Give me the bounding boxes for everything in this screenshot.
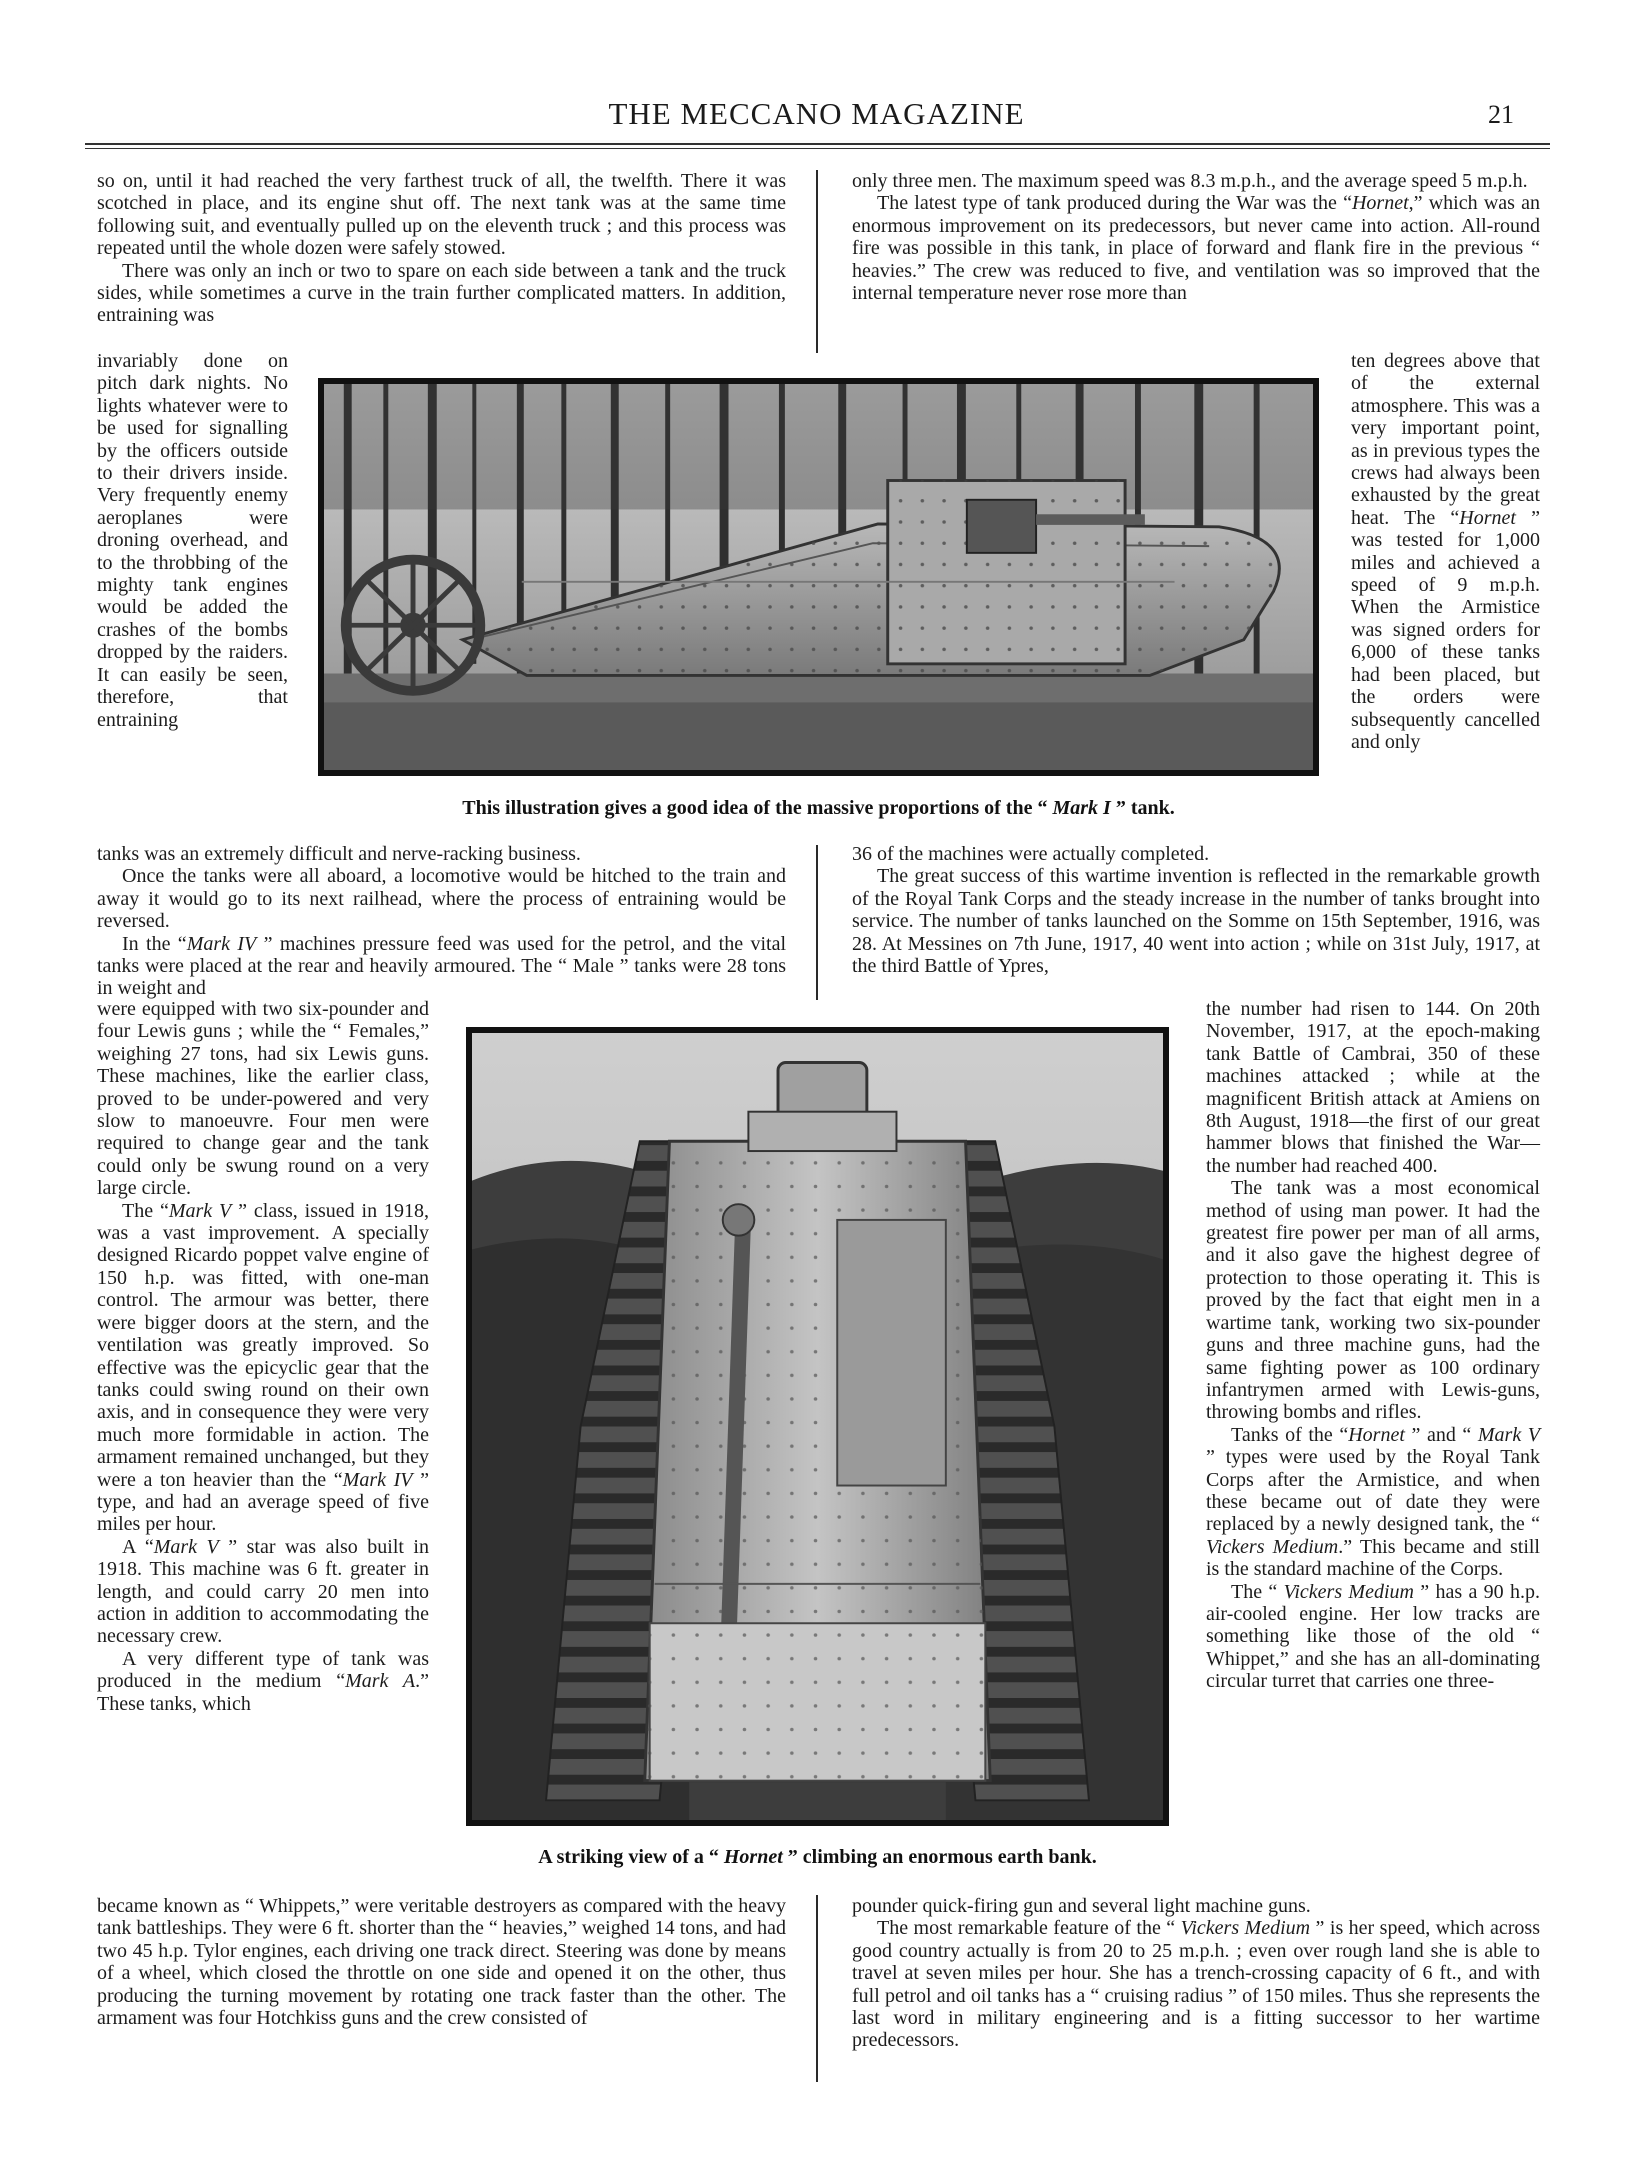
right-column-bottom-text [852,1895,1540,2085]
paragraph: The “Mark V ” class, issued in 1918, was a vast improvement. A specially designed Ricardo poppet valve engine of 150 h.p. was fitted, with one-man control. The armour was better, there were bigger doors at the stern, and the ventilation was greatly improved. So effective was the epicyclic gear that the tanks could swing round on their own axis, and in consequence they were very much more formidable in action. The armament remained unchanged, but they were a ton heavier than the “Mark IV ” type, and had an average speed of five miles per hour. [97,1199,429,1536]
paragraph: The most remarkable feature of the “ Vickers Medium ” is her speed, which across good country actually is from 20 to 25 m.p.h. ; even over rough land she is able to travel at seven miles per hour. She has a trench-crossing capacity of 6 ft., and with full petrol and oil tanks has a “ cruising radius ” of 150 miles. Thus she represents the last word in military engineering and is a fitting successor to her wartime predecessors. [852,1917,1540,2052]
right-column-mid-text [852,843,1540,998]
paragraph: invariably done on pitch dark nights. No lights whatever were to be used for signalling by the officers outside to their drivers inside. Very frequently enemy aeroplanes were droning overhead, and to the throbbing of the mighty tank engines would be added the crashes of the bombs dropped by the raiders. It can easily be seen, therefore, that entraining [97,350,288,731]
right-column-narrow-text [1351,350,1540,845]
left-column-bottom-text [97,1895,786,2085]
header-rule [85,143,1550,145]
page-number: 21 [1488,100,1514,129]
left-column-narrow-text [97,350,288,845]
figure-caption-mark-i: This illustration gives a good idea of the massive proportions of the “ Mark I ” tank. [462,797,1175,819]
right-column-lower-text [1206,998,1540,1898]
paragraph: pounder quick-firing gun and several light machine guns. [852,1895,1311,1917]
paragraph: only three men. The maximum speed was 8.3 m.p.h., and the average speed 5 m.p.h. [852,170,1528,192]
column-rule-middle [816,845,818,1000]
paragraph: Once the tanks were all aboard, a locomotive would be hitched to the train and away it would go to its next railhead, where the process of entraining would be reversed. [97,865,786,933]
right-column-top-text [852,170,1540,352]
paragraph: The latest type of tank produced during the War was the “Hornet,” which was an enormous improvement on its predecessors, but never came into action. All-round fire was possible in this tank, in place of forward and flank fire in the previous “ heavies.” The crew was reduced to five, and ventilation was so improved that the internal temperature never rose more than [852,192,1540,305]
figure-caption-hornet: A striking view of a “ Hornet ” climbing an enormous earth bank. [538,1846,1097,1868]
hornet-tank-illustration [472,1033,1163,1820]
left-column-top-text [97,170,786,352]
hornet-tank-photo [466,1027,1169,1826]
paragraph: A “Mark V ” star was also built in 1918. This machine was 6 ft. greater in length, and could carry 20 men into action in addition to accommodating the necessary crew. [97,1535,429,1648]
paragraph: The “ Vickers Medium ” has a 90 h.p. air-cooled engine. Her low tracks are something like those of the old “ Whippet,” and she has an all-dominating circular turret that carries one three- [1206,1580,1540,1693]
paragraph: The tank was a most economical method of using man power. It had the greatest fire power per man of all arms, and it also gave the highest degree of protection to those operating it. This is proved by the fact that eight men in a wartime tank, working two six-pounder guns and three machine guns, had the same fighting power as 100 ordinary infantrymen armed with Lewis-guns, throwing bombs and rifles. [1206,1177,1540,1424]
paragraph: Tanks of the “Hornet ” and “ Mark V ” types were used by the Royal Tank Corps after the Armistice, and when these became out of date they were replaced by a newly designed tank, the “ Vickers Medium.” This became and still is the standard machine of the Corps. [1206,1423,1540,1581]
mark-i-tank-illustration [324,384,1313,770]
header-rule-thin [85,148,1550,149]
magazine-title: THE MECCANO MAGAZINE [608,96,1025,131]
column-rule-bottom [816,1895,818,2082]
paragraph: There was only an inch or two to spare on each side between a tank and the truck sides, while sometimes a curve in the train further complicated matters. In addition, entraining was [97,259,786,327]
paragraph: the number had risen to 144. On 20th November, 1917, at the epoch-making tank Battle of Cambrai, 350 of these machines attacked ; while at the magnificent British attack at Amiens on 8th August, 1918—the first of our great hammer blows that finished the War—the number had reached 400. [1206,998,1540,1177]
paragraph: so on, until it had reached the very farthest truck of all, the twelfth. There it was scotched in place, and its engine shut off. The next tank was at the same time following suit, and eventually pulled up on the eleventh truck ; and this process was repeated until the whole dozen were safely stowed. [97,170,786,260]
paragraph: The great success of this wartime invention is reflected in the remarkable growth of the Royal Tank Corps and the steady increase in the number of tanks brought into service. The number of tanks launched on the Somme on 15th September, 1916, was 28. At Messines on 7th June, 1917, 40 went into action ; while on 31st July, 1917, at the third Battle of Ypres, [852,865,1540,978]
paragraph: A very different type of tank was produced in the medium “Mark A.” These tanks, which [97,1647,429,1715]
paragraph: became known as “ Whippets,” were veritable destroyers as compared with the heavy tank battleships. They were 6 ft. shorter than the “ heavies,” weighed 14 tons, and had two 45 h.p. Tylor engines, each driving one track direct. Steering was done by means of a wheel, which closed the throttle on one side and opened it on the other, thus producing the turning movement by rotating one track faster than the other. The armament was four Hotchkiss guns and the crew consisted of [97,1895,786,2030]
paragraph: ten degrees above that of the external atmosphere. This was a very important point, as in previous types the crews had always been exhausted by the great heat. The “Hornet ” was tested for 1,000 miles and achieved a speed of 9 m.p.h. When the Armistice was signed orders for 6,000 of these tanks had been placed, but the orders were subsequently cancelled and only [1351,350,1540,753]
left-column-mid-text [97,843,786,998]
mark-i-tank-photo [318,378,1319,776]
left-column-lower-text [97,998,429,1898]
paragraph: 36 of the machines were actually completed. [852,843,1210,865]
paragraph: In the “Mark IV ” machines pressure feed was used for the petrol, and the vital tanks were placed at the rear and heavily armoured. The “ Male ” tanks were 28 tons in weight and [97,932,786,1000]
column-rule-top [816,170,818,353]
paragraph: tanks was an extremely difficult and nerve-racking business. [97,843,581,865]
paragraph: were equipped with two six-pounder and four Lewis guns ; while the “ Females,” weighing 27 tons, had six Lewis guns. These machines, like the earlier class, proved to be under-powered and very slow to manoeuvre. Four men were required to change gear and the tank could only be swung round on a very large circle. [97,998,429,1200]
